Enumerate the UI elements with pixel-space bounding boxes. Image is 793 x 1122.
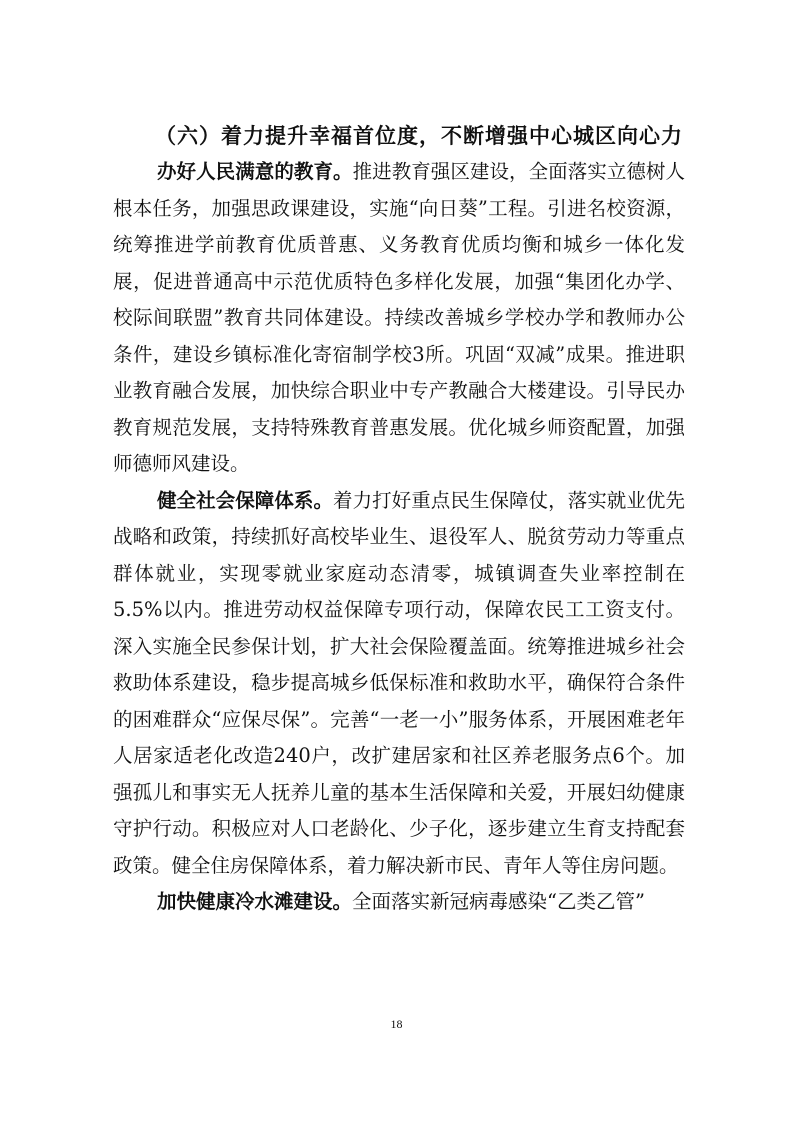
- paragraph-health: [113, 884, 685, 921]
- paragraph-text: 着力打好重点民生保障仗，落实就业优先战略和政策，持续抓好高校毕业生、退役军人、脱贫劳动力等重点群体就业，实现零就业家庭动态清零，城镇调查失业率控制在5.5%以内。推进劳动权益保障专项行动，保障农民工工资支付。深入实施全民参保计划，扩大社会保险覆盖面。统筹推进城乡社会救助体系建设，稳步提高城乡低保标准和救助水平，确保符合条件的困难群众“应保尽保”。完善“一老一小”服务体系，开展困难老年人居家适老化改造240户，改扩建居家和社区养老服务点6个。加强孤儿和事实无人抚养儿童的基本生活保障和关爱，开展妇幼健康守护行动。积极应对人口老龄化、少子化，逐步建立生育支持配套政策。健全住房保障体系，着力解决新市民、青年人等住房问题。: [113, 488, 685, 877]
- paragraph-lead: 办好人民满意的教育。: [157, 160, 353, 183]
- section-heading: （六）着力提升幸福首位度，不断增强中心城区向心力: [155, 123, 683, 148]
- body-text: [113, 154, 685, 921]
- paragraph-lead: 加快健康冷水滩建设。: [157, 890, 353, 913]
- paragraph-text: 推进教育强区建设，全面落实立德树人根本任务，加强思政课建设，实施“向日葵”工程。引进名校资源，统筹推进学前教育优质普惠、义务教育优质均衡和城乡一体化发展，促进普通高中示范优质特色多样化发展，加强“集团化办学、校际间联盟”教育共同体建设。持续改善城乡学校办学和教师办公条件，建设乡镇标准化寄宿制学校3所。巩固“双减”成果。推进职业教育融合发展，加快综合职业中专产教融合大楼建设。引导民办教育规范发展，支持特殊教育普惠发展。优化城乡师资配置，加强师德师风建设。: [113, 160, 685, 475]
- paragraph-education: [113, 154, 685, 483]
- paragraph-social-security: [113, 483, 685, 885]
- page-number: 18: [390, 1017, 403, 1031]
- paragraph-text: 全面落实新冠病毒感染“乙类乙管”: [352, 890, 645, 913]
- paragraph-lead: 健全社会保障体系。: [157, 488, 334, 512]
